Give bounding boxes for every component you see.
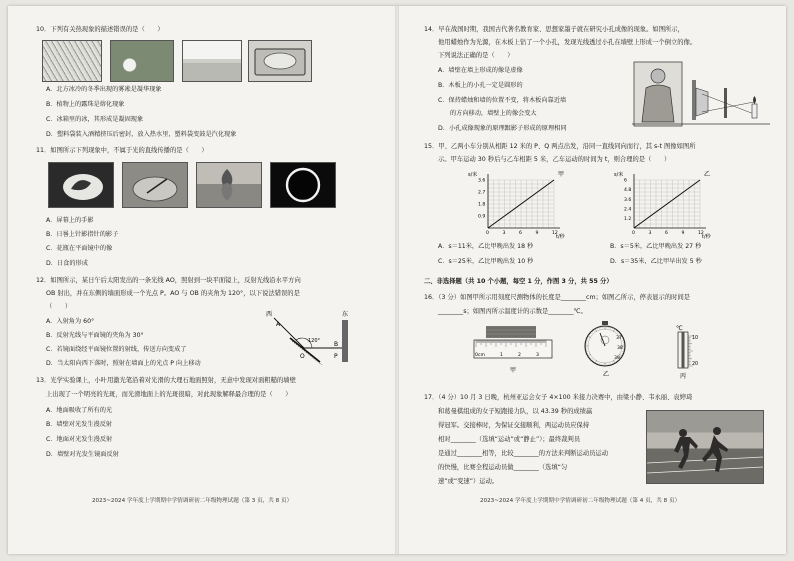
q16-thermo-10: 10 bbox=[692, 336, 699, 341]
q16-watch-39: 39 bbox=[614, 356, 620, 361]
q14-mozi-pinhole-figure bbox=[632, 58, 770, 130]
q16-thermometer-liquid bbox=[682, 332, 685, 368]
q17-line-5: 是通过________相等，比较________的方法来判断运动员运动 bbox=[438, 450, 609, 457]
q11-photo-c-vase-mirror bbox=[196, 162, 262, 208]
q13-option-b: B．墙壁对光发生漫反射 bbox=[46, 421, 113, 428]
q16-thermo-20: 20 bbox=[692, 362, 699, 367]
yi-x-tick-label: 9 bbox=[681, 231, 685, 236]
jia-x-tick-label: 3 bbox=[502, 231, 506, 236]
q16-ruler-3: 3 bbox=[536, 353, 539, 358]
q10-option-d: D．塑料袋装入酒精挤压后密封，放入热水里，塑料袋变鼓是汽化现象 bbox=[46, 131, 237, 138]
q14-option-d: D．小孔成像现象的原理跟影子形成的原理相同 bbox=[438, 125, 567, 132]
jia-x-tick-label: 12 bbox=[552, 231, 558, 236]
jia-x-tick-label: 0 bbox=[486, 231, 489, 236]
yi-xlabel: t/秒 bbox=[702, 234, 711, 240]
q16-ruler-zero: 0cm bbox=[475, 353, 485, 358]
q12-label-west: 西 bbox=[266, 311, 273, 318]
q11-sundial-drawing bbox=[123, 163, 187, 207]
q15-option-a: A．s＝11米，乙比甲晚出发 18 秒 bbox=[438, 243, 534, 250]
q12-stem-line-3: （ ） bbox=[46, 303, 72, 310]
jia-y-tick-label: 3.6 bbox=[478, 178, 486, 184]
q16-label-yi: 乙 bbox=[603, 371, 610, 378]
jia-y-tick-label: 0.9 bbox=[478, 214, 486, 220]
jia-x-tick-label: 9 bbox=[535, 231, 539, 236]
q13-stem-line-2: 上出现了一个明亮的光斑，而光滑地面上的光斑很暗，对此现象解释最合理的是（ ） bbox=[46, 391, 292, 398]
right-page-footer: 2023~2024 学年度上学期期中学情调研初二年级物理试题（第 4 页，共 8 页） bbox=[480, 498, 681, 504]
right-page bbox=[400, 6, 786, 554]
q16-label-bing: 丙 bbox=[680, 373, 687, 380]
q10-photo-c-fridge-ice bbox=[182, 40, 242, 82]
jia-x-tick-label: 6 bbox=[519, 231, 522, 236]
q11-stem: 11．如图所示下列现象中，不属于光的直线传播的是（ ） bbox=[36, 147, 208, 154]
q11-photo-b-sundial bbox=[122, 162, 188, 208]
yi-y-tick-label: 2.4 bbox=[624, 207, 632, 213]
q12-stem-line-2: OB 射出，并在东侧的墙面形成一个光点 P。AO 与 OB 的夹角为 120°，以下说法错误的是 bbox=[46, 290, 300, 297]
q12-label-angle: 120° bbox=[308, 338, 321, 344]
q13-option-c: C．地面对光发生漫反射 bbox=[46, 436, 113, 443]
q17-line-4: 相对________（选填“运动”或“静止”）；最终裁判员 bbox=[438, 436, 581, 443]
yi-y-tick-label: 6 bbox=[624, 178, 627, 184]
q17-relay-photo bbox=[646, 410, 764, 484]
q11-option-a: A．屏幕上的手影 bbox=[46, 217, 94, 224]
q12-option-b: B．反射光线与平面镜的夹角为 30° bbox=[46, 332, 144, 339]
q12-label-east: 东 bbox=[342, 311, 349, 318]
q11-option-d: D．日食的形成 bbox=[46, 260, 88, 267]
q11-photo-a-hand-shadow bbox=[48, 162, 114, 208]
q16-watch-37: 37 bbox=[616, 336, 622, 341]
q14-option-c-cont: 的方向移动，墙壁上的像会变大 bbox=[450, 110, 537, 117]
yi-series-label: 乙 bbox=[704, 171, 711, 178]
section-2-heading: 二、非选择题（共 10 个小题，每空 1 分，作图 3 分，共 55 分） bbox=[424, 278, 613, 285]
yi-y-tick-label: 1.2 bbox=[624, 217, 632, 222]
q16-line-1: 16．（3 分）如图甲所示用刻度尺测物体的长度是________cm；如图乙所示，停表显示的时间是 bbox=[424, 294, 691, 301]
q16-ruler-2: 2 bbox=[518, 353, 521, 358]
q15-option-c: C．s＝25米，乙比甲晚出发 10 秒 bbox=[438, 258, 534, 265]
q10-photo-b-dew bbox=[110, 40, 174, 82]
q14-mozi-robe bbox=[642, 85, 674, 122]
left-page-footer: 2023~2024 学年度上学期期中学情调研初二年级物理试题（第 3 页，共 8 页） bbox=[92, 498, 293, 504]
yi-ylabel: s/米 bbox=[614, 172, 624, 178]
q13-stem-line-1: 13．光学实验课上，小叶用激光笔沿着对光滑的大理石地面照射，无意中发现对面粗糙的墙壁 bbox=[36, 377, 296, 384]
q10-stem: 10．下列有关热现象的描述错误的是（ ） bbox=[36, 26, 164, 33]
q14-stem-line-1: 14．早在战国时期，我国古代著名教育家、思想家墨子就在研究小孔成像的现象。如图所示， bbox=[424, 26, 684, 33]
q10-option-a: A．北方冰冷的冬季出现的雾凇是凝华现象 bbox=[46, 86, 162, 93]
q16-line-2: ________s；如图丙所示温度计的示数是________℃。 bbox=[438, 308, 587, 315]
q13-option-d: D．墙壁对光发生镜面反射 bbox=[46, 451, 119, 458]
q14-stem-line-3: 下列说法正确的是（ ） bbox=[438, 52, 514, 59]
left-page bbox=[8, 6, 394, 554]
jia-ylabel: s/米 bbox=[468, 172, 478, 178]
q10-photo-d-bag bbox=[248, 40, 312, 82]
q12-mirror-diagram bbox=[256, 308, 352, 366]
q17-relay-runners-drawing bbox=[647, 411, 763, 483]
q17-line-6: 的快慢，比赛全程运动员做________（选填“匀 bbox=[438, 464, 568, 471]
yi-x-tick-label: 6 bbox=[665, 231, 668, 236]
q14-option-a: A．墙壁在墙上形成的像是虚像 bbox=[438, 67, 523, 74]
q14-option-c: C．保持蜡烛和墙的位置不变，将木板向靠近墙 bbox=[438, 97, 567, 104]
q10-photo-a-frost bbox=[42, 40, 102, 82]
yi-y-tick-label: 4.8 bbox=[624, 188, 632, 194]
q12-option-a: A．入射角为 60° bbox=[46, 318, 95, 325]
q16-watch-38: 38 bbox=[617, 346, 623, 351]
q11-vase-drawing bbox=[197, 163, 261, 207]
q14-wall bbox=[692, 80, 696, 120]
q11-hand-shadow-drawing bbox=[49, 163, 113, 207]
page-fold bbox=[395, 6, 399, 554]
q11-option-b: B．日晷上针影指针的影子 bbox=[46, 231, 119, 238]
q12-label-b: B bbox=[334, 341, 339, 348]
q12-east-wall bbox=[342, 320, 348, 362]
q15-stem-line-2: 示。甲车运动 30 秒后与乙车相距 5 米，乙车运动的时间为 t，则合理的是（ ） bbox=[438, 156, 671, 163]
q11-photo-d-eclipse bbox=[270, 162, 336, 208]
q12-option-d: D．当太阳向西下落时，照射在墙面上的光点 P 向上移动 bbox=[46, 360, 201, 367]
q14-candle bbox=[752, 104, 757, 118]
q12-option-c: C．若镜面绕经平面镜位置的射线，传送方向变成了 bbox=[46, 346, 187, 353]
exam-sheet bbox=[8, 6, 786, 554]
yi-x-tick-label: 12 bbox=[698, 231, 704, 236]
q12-label-o: O bbox=[300, 353, 305, 360]
q11-option-c: C．花瓶在平面镜中的像 bbox=[46, 245, 113, 252]
q17-line-3: 得冠军。交接棒时，为保证交接顺利，两运动员应保持 bbox=[438, 422, 590, 429]
q11-eclipse-drawing bbox=[271, 163, 335, 207]
q16-thermo-unit: ℃ bbox=[676, 325, 683, 332]
q10-option-b: B．植物上的露珠是熔化现象 bbox=[46, 101, 125, 108]
q13-option-a: A．地面吸收了所有的光 bbox=[46, 407, 113, 414]
jia-series-label: 甲 bbox=[558, 171, 565, 178]
q16-stopwatch-figure bbox=[576, 320, 636, 378]
q17-line-1: 17．（4 分）10 月 3 日晚，杭州亚运会女子 4×100 米接力决赛中，由梁小静、韦永丽、袁婷琦 bbox=[424, 394, 693, 401]
q17-line-7: 速”或“变速”）运动。 bbox=[438, 478, 499, 485]
q15-stem-line-1: 15．甲、乙两小车分别从相距 12 米的 P、Q 两点出发，沿同一直线同向而行，其 s-t 图像如图所 bbox=[424, 143, 696, 150]
q17-line-2: 和葛曼棋组成的女子短跑接力队，以 43.39 秒的成绩赢 bbox=[438, 408, 593, 415]
q12-label-a: A bbox=[276, 321, 281, 328]
q16-ruler-figure bbox=[470, 324, 556, 376]
q12-stem-line-1: 12．如图所示，某日午后太阳发出的一条光线 AO，照射到一块平面镜上，反射光线沿水平方向 bbox=[36, 277, 301, 284]
q12-label-p: P bbox=[334, 353, 338, 360]
q15-option-d: D．s＝35米，乙比甲早出发 5 秒 bbox=[610, 258, 702, 265]
q10-bag-drawing bbox=[249, 41, 311, 81]
yi-y-tick-label: 3.6 bbox=[624, 197, 632, 203]
q16-thermometer-figure bbox=[672, 322, 722, 380]
jia-y-tick-label: 1.8 bbox=[478, 202, 486, 208]
jia-y-tick-label: 2.7 bbox=[478, 190, 486, 196]
q15-option-b: B．s＝5米，乙比甲晚出发 27 秒 bbox=[610, 243, 702, 250]
q10-option-c: C．冰箱里的冰，其形成是凝固现象 bbox=[46, 116, 144, 123]
q14-option-b: B．木板上的小孔一定是圆形的 bbox=[438, 82, 523, 89]
q16-ruler-1: 1 bbox=[500, 353, 503, 358]
jia-xlabel: t/秒 bbox=[556, 234, 565, 240]
q14-mozi-head bbox=[651, 69, 665, 83]
q16-label-jia: 甲 bbox=[510, 367, 517, 374]
q15-chart-jia bbox=[466, 166, 578, 240]
q15-chart-yi bbox=[612, 166, 724, 240]
q14-stem-line-2: 他用蜡烛作为光源，在木板上钻了一个小孔，发现光线透过小孔在墙壁上形成一个倒立的像。 bbox=[438, 39, 697, 46]
yi-x-tick-label: 0 bbox=[632, 231, 635, 236]
yi-x-tick-label: 3 bbox=[648, 231, 652, 236]
